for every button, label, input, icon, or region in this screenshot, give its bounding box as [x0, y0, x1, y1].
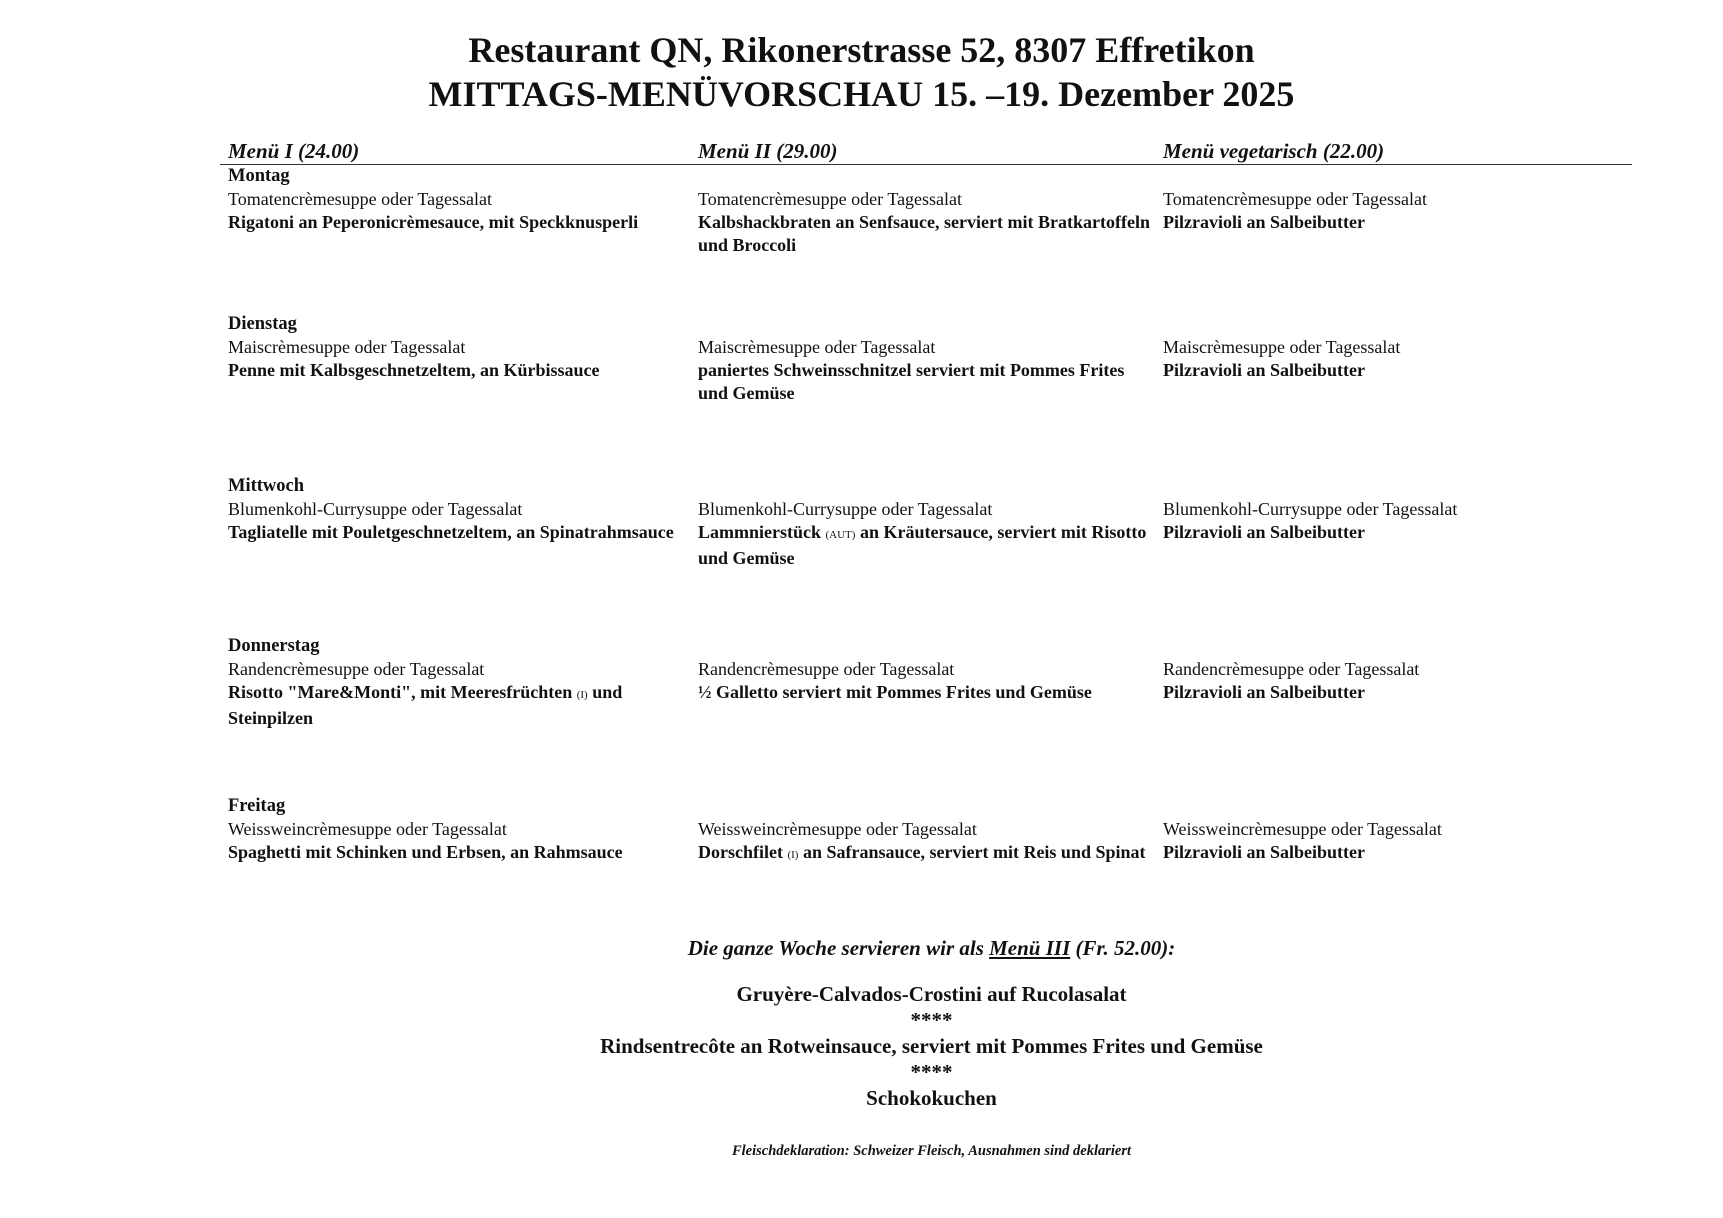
- soup-text: Maiscrèmesuppe oder Tagessalat: [228, 337, 466, 357]
- main-dish-text: paniertes Schweinsschnitzel serviert mit Pommes Frites und Gemüse: [698, 360, 1125, 403]
- main-dish-text: Pilzravioli an Salbeibutter: [1163, 842, 1365, 862]
- weekly-menu-intro: [140, 935, 1723, 961]
- weekly-main-course: Rindsentrecôte an Rotweinsauce, serviert mit Pommes Frites und Gemüse: [600, 1034, 1263, 1058]
- main-dish-text: Rigatoni an Peperonicrèmesauce, mit Speckknusperli: [228, 212, 639, 232]
- menu-2-cell: [690, 336, 1155, 405]
- day-name: Mittwoch: [228, 476, 305, 496]
- day-thursday: [220, 635, 1632, 730]
- soup-text: Blumenkohl-Currysuppe oder Tagessalat: [1163, 499, 1458, 519]
- day-name: Donnerstag: [228, 636, 320, 656]
- vegetarian-cell: [1155, 498, 1632, 570]
- main-dish-text: Pilzravioli an Salbeibutter: [1163, 360, 1365, 380]
- intro-text: Die ganze Woche servieren wir als: [687, 936, 990, 960]
- menu-3-label: Menü III: [989, 936, 1071, 960]
- menu-1-cell: [220, 658, 690, 730]
- soup-text: Tomatencrèmesuppe oder Tagessalat: [698, 189, 963, 209]
- column-header-menu-1: Menü I (24.00): [228, 139, 360, 163]
- menu-1-cell: [220, 188, 690, 257]
- main-dish-text: Pilzravioli an Salbeibutter: [1163, 522, 1365, 542]
- soup-text: Weissweincrèmesuppe oder Tagessalat: [228, 819, 507, 839]
- soup-text: Tomatencrèmesuppe oder Tagessalat: [1163, 189, 1428, 209]
- weekly-starter: Gruyère-Calvados-Crostini auf Rucolasalat: [736, 982, 1127, 1006]
- main-dish-part: an Kräutersauce, serviert mit Risotto und Gemüse: [698, 522, 1147, 568]
- main-dish-part: und Steinpilzen: [228, 682, 623, 728]
- day-wednesday: [220, 475, 1632, 570]
- menu-table: [220, 137, 1632, 862]
- origin-tag: (I): [787, 849, 799, 861]
- menu-1-cell: [220, 818, 690, 867]
- main-dish-text: Kalbshackbraten an Senfsauce, serviert mit Bratkartoffeln und Broccoli: [698, 212, 1150, 255]
- column-header-menu-2: Menü II (29.00): [698, 139, 838, 163]
- weekly-menu-section: [0, 935, 1723, 1111]
- intro-price: (Fr. 52.00):: [1070, 936, 1176, 960]
- vegetarian-cell: [1155, 188, 1632, 257]
- day-friday: [220, 795, 1632, 867]
- weekly-dessert: Schokokuchen: [866, 1086, 997, 1110]
- day-name: Freitag: [228, 796, 286, 816]
- day-monday: [220, 165, 1632, 257]
- restaurant-title: Restaurant QN, Rikonerstrasse 52, 8307 Effretikon: [468, 30, 1255, 70]
- soup-text: Randencrèmesuppe oder Tagessalat: [698, 659, 955, 679]
- course-separator: ****: [910, 1060, 953, 1084]
- day-tuesday: [220, 313, 1632, 405]
- menu-2-cell: [690, 658, 1155, 730]
- main-dish-text: Spaghetti mit Schinken und Erbsen, an Rahmsauce: [228, 842, 623, 862]
- main-dish-text: Penne mit Kalbsgeschnetzeltem, an Kürbissauce: [228, 360, 600, 380]
- page-header: [0, 28, 1723, 116]
- vegetarian-cell: [1155, 658, 1632, 730]
- main-dish-part: an Safransauce, serviert mit Reis und Spinat: [798, 842, 1146, 862]
- menu-2-cell: [690, 188, 1155, 257]
- main-dish-text: Pilzravioli an Salbeibutter: [1163, 682, 1365, 702]
- origin-tag: (I): [576, 689, 588, 701]
- menu-week-title: MITTAGS-MENÜVORSCHAU 15. –19. Dezember 2025: [428, 74, 1295, 114]
- soup-text: Weissweincrèmesuppe oder Tagessalat: [1163, 819, 1442, 839]
- course-separator: ****: [910, 1008, 953, 1032]
- main-dish-text: ½ Galletto serviert mit Pommes Frites und Gemüse: [698, 682, 1092, 702]
- main-dish-text: [698, 521, 1155, 570]
- column-header-vegetarian: Menü vegetarisch (22.00): [1163, 139, 1385, 163]
- origin-tag: (AUT): [825, 529, 856, 541]
- menu-1-cell: [220, 336, 690, 405]
- main-dish-part: Lammnierstück: [698, 522, 826, 542]
- main-dish-part: Risotto "Mare&Monti", mit Meeresfrüchten: [228, 682, 577, 702]
- main-dish-text: Tagliatelle mit Pouletgeschnetzeltem, an Spinatrahmsauce: [228, 522, 674, 542]
- soup-text: Maiscrèmesuppe oder Tagessalat: [1163, 337, 1401, 357]
- soup-text: Maiscrèmesuppe oder Tagessalat: [698, 337, 936, 357]
- soup-text: Blumenkohl-Currysuppe oder Tagessalat: [228, 499, 523, 519]
- menu-1-cell: [220, 498, 690, 570]
- vegetarian-cell: [1155, 818, 1632, 867]
- main-dish-text: Pilzravioli an Salbeibutter: [1163, 212, 1365, 232]
- soup-text: Randencrèmesuppe oder Tagessalat: [1163, 659, 1420, 679]
- main-dish-text: [228, 681, 690, 730]
- soup-text: Randencrèmesuppe oder Tagessalat: [228, 659, 485, 679]
- main-dish-part: Dorschfilet: [698, 842, 788, 862]
- column-headers: [220, 137, 1632, 165]
- day-name: Montag: [228, 166, 290, 186]
- day-name: Dienstag: [228, 314, 297, 334]
- soup-text: Blumenkohl-Currysuppe oder Tagessalat: [698, 499, 993, 519]
- vegetarian-cell: [1155, 336, 1632, 405]
- main-dish-text: [698, 841, 1155, 867]
- soup-text: Weissweincrèmesuppe oder Tagessalat: [698, 819, 977, 839]
- soup-text: Tomatencrèmesuppe oder Tagessalat: [228, 189, 493, 209]
- meat-declaration-footer: Fleischdeklaration: Schweizer Fleisch, Ausnahmen sind deklariert: [731, 1143, 1132, 1159]
- menu-2-cell: [690, 498, 1155, 570]
- menu-2-cell: [690, 818, 1155, 867]
